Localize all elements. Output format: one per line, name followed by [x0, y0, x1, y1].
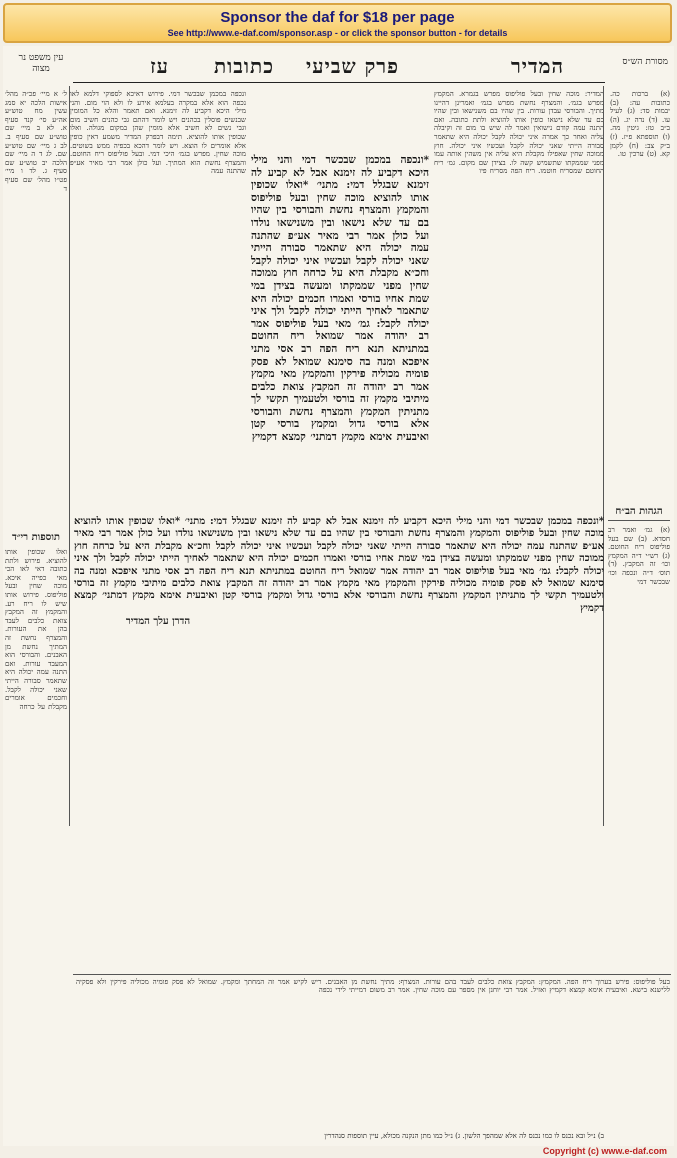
tosafot-rid-title: תוספות רי״ד: [11, 532, 61, 543]
talmud-page: [3, 46, 674, 1146]
page-header: [3, 54, 674, 80]
copyright-link[interactable]: Copyright (c) www.e-daf.com: [542, 1146, 667, 1156]
sponsor-subtitle[interactable]: See http://www.e-daf.com/sponsor.asp - or click the sponsor button - for details: [167, 28, 508, 38]
footnote-line: ב) נ״ל ובא נכנס לו כמו נכנס לה אלא שמהפך הלשון. ג) נ״ל כמו מתן הנקנה מכולא, עיין תוספות סנהדרין: [324, 1132, 604, 1140]
gemara-main-text: *ונכפה במכמן שבכשר דמי והני מילי היכא דקביע לה זימנא אבל לא קביע לה זימנא שבגלל דמי: מתני׳ *ואלו שכופין אותו להוציא מוכה שחין ובעל פוליפוס והמקמץ והמצרף נחשת והבורסי בין שהיו בם עד שלא נישאו ובין משנישאו נולדו ועל כולן אמר רבי מאיר אע״פ שהתנה עמה יכולה היא שתאמר סבורה הייתי שאני יכולה לקבל ועכשיו איני יכולה לקבל וחכ״א מקבלת היא על כרחה חוץ ממוכה שחין מפני שממקתו ומעשה בצידן במי שמת אחיו בורסי ואמרו חכמים יכולה היא שתאמר לאחיך הייתי יכולה לקבל ולך איני יכולה לקבל: גמ׳ מאי בעל פוליפוס אמר רב יהודה אמר שמואל ריח החוטם במתניתא תנא ריח הפה רב אסי מתני איפכא ומנה בה סימנא שמואל לא פסק פומיה מכוליה פירקין והמקמץ מאי מקמץ אמר רב יהודה זה המקבץ צואת כלבים מיתיבי מקמץ זה בורסי ולטעמיך תקשי לך מתניתין המקמץ והמצרף נחשת והבורסי אלא בורסי גדול ומקמץ בורסי קטן ואיבעית אימא מקמץ דמתני׳ קמצא דקמיץ: [251, 154, 429, 444]
rashi-commentary: המדיר: מוכה שחין ובעל פוליפוס מפרש בגמרא. המקמץ מפרש בגמ׳. והמצרף נחשת מפרש בגמ׳ ואמרינן דהיינו מתיך. והבורסי עבדן עורות. בין שהיו בם משנישאו ובין שהיו בם עד שלא נישאו כופין אותו להוציא ולתת כתובה. ואם התנה עמה קודם נישואין ואמר לה שיש בו מום זה וקיבלה עליה ואחר כך אמרה איני יכולה לקבל יכולה היא שתאמר סבורה הייתי שאני יכולה לקבל ועכשיו איני יכולה. חוץ ממוכה שחין שאפילו מקבלת היא עליה אין משהין אותה עמו מפני שממקתו שתשמיש קשה לו. בצידן שם מקום. גמ׳ ריח החוטם שמסריח חוטמו. ריח הפה מסריח פיו: [434, 90, 604, 176]
sponsor-banner[interactable]: [3, 3, 672, 43]
tosafot-rid-text: ואלו שכופין אותו להוציא. פירוש ולתת כתובה דאי לאו הכי מאי כפייה איכא. מוכה שחין ובעל פוליפוס. פירוש אותו שיש לו ריח רע. והמקמץ זה המקבץ צואת כלבים לעבד בהן את העורות. והמצרף נחשת זה המתיך נחשת מן האבנים. והבורסי הוא המעבד עורות. ואם התנה עמה יכולה היא שתאמר סבורה הייתי שאני יכולה לקבל. וחכמים אומרים מקבלת על כרחה: [5, 548, 67, 711]
ein-mishpat-refs: ל׳ א מיי׳ פכ״ה מהל׳ אישות הלכה יא סמג עשין מח טוש״ע אה״ע סי׳ קנד סעיף א. לא ב מיי׳ שם טוש״ע שם סעיף ב. לב ג מיי׳ שם טוש״ע שם. לג ד ה מיי׳ שם הלכה יב טוש״ע שם סעיף ג. לד ו מיי׳ פט״ו מהל׳ שם סעיף ד: [5, 90, 67, 193]
tosafot-commentary: ונכפה במכמן שבכשר דמי. פירוש דאיכא לספוקי דלמא לאו נכפה הוא אלא במקרה בעלמא אירע לו ולא הוי מום. והני מילי היכא דקביע לה זימנא. ואם תאמר והלא כל המומין שבנשים פוסלין בכהנים ויש לומר דהתם גבי כהנים חשיב מום וגבי נשים לא חשיב אלא מומין שהן במקום מגולה. ואלו שכופין אותו להוציא. תימה דבפרק המדיר משמע דאין כופין אלא אומרים לו הוצא. ויש לומר דהכא בכפיה ממש בשוטים. מוכה שחין. מפרש בגמ׳ היכי דמי. ובעל פוליפוס ריח החוטם. והמצרף נחשת הוא המתיך. ועל כולן אמר רבי מאיר אע״פ שהתנה עמה: [70, 90, 246, 176]
page-number: עז: [150, 54, 169, 78]
chapter-number: פרק שביעי: [306, 54, 399, 78]
bottom-rule: [73, 974, 671, 975]
margin-divider-left: [69, 86, 70, 826]
gloss-rule: [608, 520, 670, 521]
right-margin-refs: (א) ברכות כה. כתובות עה: (ב) יבמות סד: (ג) לעיל עו. (ד) נדה יג. (ה) ב״ב טז: גיטין מה. (ו) תוספתא פ״ז. (ז) ב״ק צב: (ח) לקמן קא. (ט) ערכין טו.: [610, 90, 670, 159]
tractate-name: כתובות: [213, 54, 274, 78]
chapter-name: המדיר: [510, 54, 564, 78]
ein-mishpat-label: עין משפט נר מצוה: [18, 53, 64, 74]
hadran-label: הדרן עלך המדיר: [125, 616, 191, 627]
gemara-continuation: *ונכפה במכמן שבכשר דמי והני מילי היכא דקביע לה זימנא אבל לא קביע לה זימנא שבגלל דמי: מתני׳ *ואלו שכופין אותו להוציא מוכה שחין ובעל פוליפוס והמקמץ והמצרף נחשת והבורסי בין שהיו בם עד שלא נישאו ובין משנישאו נולדו ועל כולן אמר רבי מאיר אע״פ שהתנה עמה יכולה היא שתאמר סבורה הייתי שאני יכולה לקבל ועכשיו איני יכולה לקבל וחכ״א מקבלת היא על כרחה חוץ ממוכה שחין מפני שממקתו ומעשה בצידן במי שמת אחיו בורסי ואמרו חכמים יכולה היא שתאמר לאחיך הייתי יכולה לקבל ולך איני יכולה לקבל: גמ׳ מאי בעל פוליפוס אמר רב יהודה אמר שמואל ריח החוטם במתניתא תנא ריח הפה רב אסי מתני איפכא ומנה בה סימנא שמואל לא פסק פומיה מכוליה פירקין והמקמץ מאי מקמץ אמר רב יהודה זה המקבץ צואת כלבים מיתיבי מקמץ זה בורסי ולטעמיך תקשי לך מתניתין המקמץ והמצרף נחשת והבורסי אלא בורסי גדול ומקמץ בורסי קטן ואיבעית אימא מקמץ דמתני׳ קמצא דקמיץ: [74, 516, 604, 614]
gloss-text: (א) גמ׳ ואמר רב חסדא. (ב) שם בעל פוליפוס ריח החוטם. (ג) רש״י ד״ה המקמץ וכו׳ זה המקבץ. (ד) תוס׳ ד״ה ונכפה וכו׳ שבכשר דמי: [608, 526, 670, 586]
header-rule: [73, 82, 605, 83]
sponsor-title[interactable]: Sponsor the daf for $18 per page: [220, 9, 455, 26]
gloss-title: הגהות הב״ח: [615, 506, 663, 517]
masoret-hashas-label: מסורת הש״ס: [622, 57, 668, 67]
bottom-commentary: בעל פוליפוס: פירש בערוך ריח הפה. המקמץ: המקבץ צואת כלבים לעבד בהם עורות. המצרף: מתיך נחשת מן האבנים. ריש לקיש אמר זה המחתך ומקמץ. שמואל לא פסק פומיה מכוליה פירקין ולא פסקיה ללישנא בישא. ואיבעית אימא קמצא דקמיץ ואזיל. אמר רבי יוחנן אין מספר עם מוכה שחין. אמר רב משום דמייתי לידי נכפה: [76, 978, 670, 995]
